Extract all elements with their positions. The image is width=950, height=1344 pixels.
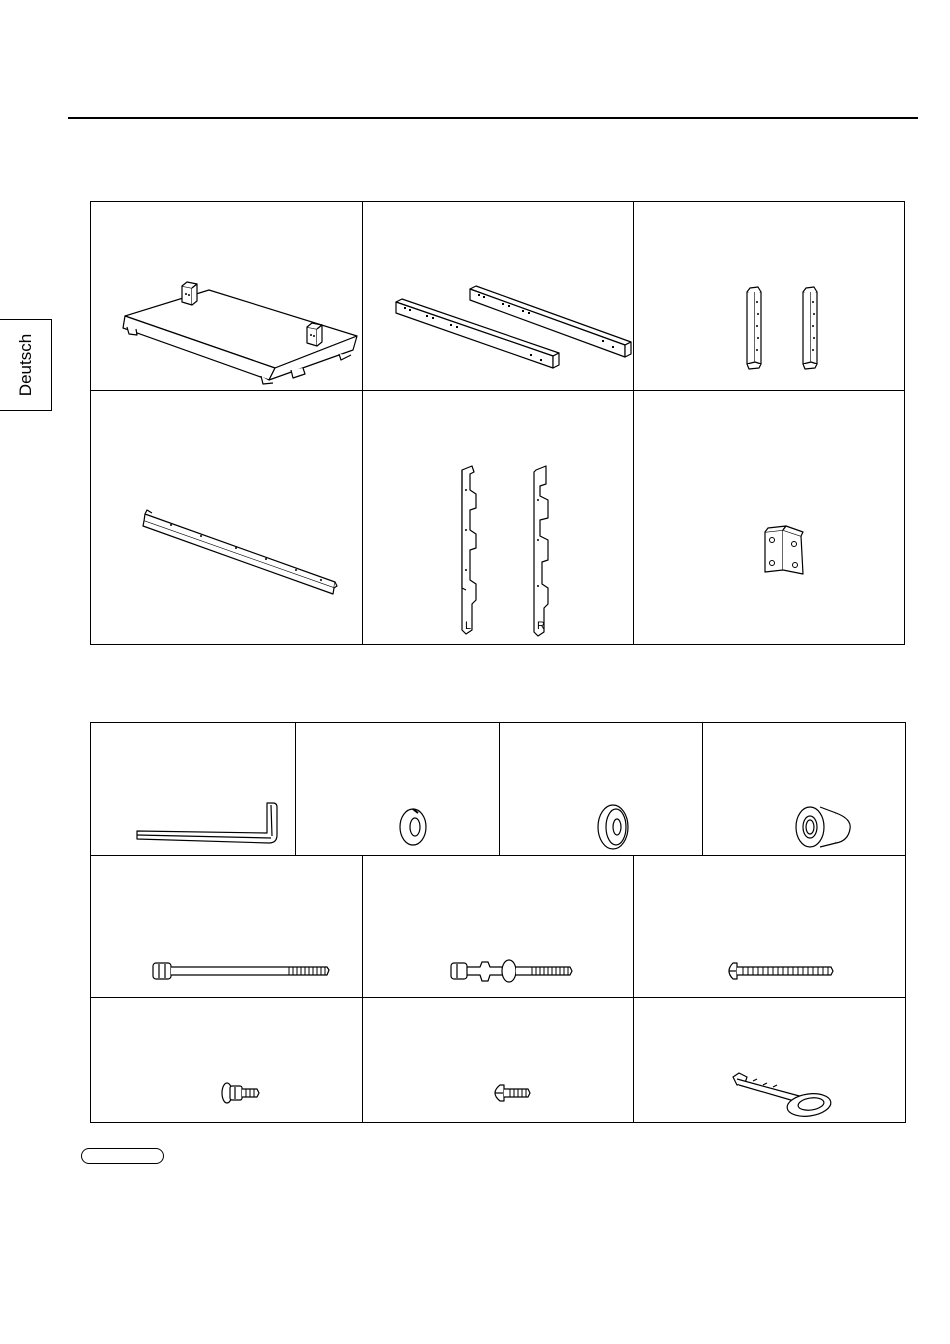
short-screw-icon [362,997,633,1122]
cap-nut-icon [702,723,905,855]
spring-washer-icon [295,723,499,855]
stand-base-icon [91,202,362,390]
hanger-left-mark: L [465,620,472,632]
language-tab-label: Deutsch [15,333,35,397]
long-hex-bolt-icon [91,855,362,997]
shoulder-bolt-icon [362,855,633,997]
header-rule [68,117,918,119]
language-tab [0,319,52,411]
hex-wrench-icon [91,723,295,855]
pole-pair-icon [362,202,633,390]
long-screw-icon [633,855,905,997]
parts-grid [90,201,905,645]
accessories-grid [90,722,906,1123]
hanger-right-mark: R [537,620,545,632]
flanged-screw-icon [91,997,362,1122]
support-rail-icon [91,390,362,644]
hanger-pair-icon [362,390,633,644]
bracket-pair-icon [633,202,904,390]
flat-washer-icon [499,723,702,855]
note-label [81,1148,164,1164]
key-icon [633,997,905,1122]
hinge-plate-icon [633,390,904,644]
